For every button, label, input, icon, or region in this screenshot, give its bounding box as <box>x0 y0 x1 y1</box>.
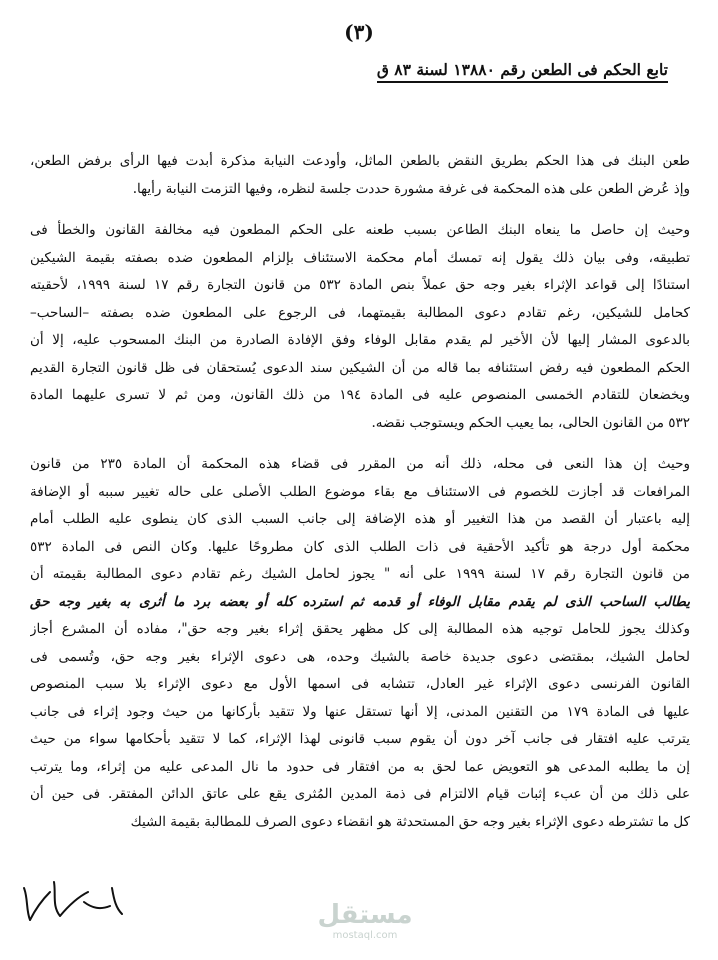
text-line: من قانون التجارة رقم ١٧ لسنة ١٩٩٩ على أنه " يجوز لحامل الشيك رغم تقادم دعوى المطالبة بقيمته أن <box>30 566 690 582</box>
text-line: يطالب الساحب الذى لم يقدم مقابل الوفاء أو قدمه ثم استرده كله أو بعضه برد ما أثرى به بغير وجه حق <box>30 593 690 610</box>
paragraph <box>30 451 690 836</box>
text-line: ويخضعان للتقادم الخمسى المنصوص عليه فى المادة ١٩٤ من ذلك القانون، ومن ثم لا تسرى عليهما المادة <box>30 387 690 403</box>
text-line: تطبيقه، وفى بيان ذلك يقول إنه تمسك أمام محكمة الاستئناف بإلزام المطعون ضده بصفته بقيمة الشيكين <box>30 249 690 266</box>
watermark-logo-text: مستقل <box>317 900 413 930</box>
text-line: طعن البنك فى هذا الحكم بطريق النقض بالطعن الماثل، وأودعت النيابة مذكرة أبدت فيها الرأى برفض الطعن، <box>30 153 690 169</box>
paragraph <box>30 217 690 437</box>
handwritten-signature <box>14 868 134 928</box>
text-line: عليها فى المادة ١٧٩ من التقنين المدنى، إلا أنها تستقل عنها ولا تتقيد بأركانها من حيث وجود إثراء فى جانب <box>30 703 690 720</box>
text-line: محكمة أول درجة هو تأكيد الأحقية فى ذات الطلب الذى كان مطروحًا عليها. وكان النص فى المادة ٥٣٢ <box>30 538 690 555</box>
text-line: على ذلك من أن عبء إثبات قيام الالتزام فى ذمة المدين المُثرى يقع على عاتق الدائن المفتقر. فى حين أن <box>30 786 690 802</box>
text-line: استنادًا إلى قواعد الإثراء بغير وجه حق عملاً بنص المادة ٥٣٢ من قانون التجارة رقم ١٧ لسنة ١٩٩٩، لأحقيته <box>30 277 690 293</box>
text-line: إليه باعتبار أن القصد من هذا التغيير أو هذه الإضافة إلى جانب السبب الذى كان ينطوى عليه الطلب أمام <box>30 511 690 527</box>
page-number: (٣) <box>344 20 374 44</box>
text-line: المرافعات قد أجازت للخصوم فى الاستئناف مع بقاء موضوع الطلب الأصلى على حاله تغيير سببه أو الإضافة <box>30 483 690 500</box>
text-line: وإذ عُرض الطعن على هذه المحكمة فى غرفة مشورة حددت جلسة لنظره، وفيها التزمت النيابة رأيها. <box>132 180 690 197</box>
text-line: إن ما يطلبه المدعى هو التعويض عما لحق به من افتقار فى حدود ما نال المدعى عليه من إثراء، وما يترتب <box>30 758 690 775</box>
text-line: وحيث إن هذا النعى فى محله، ذلك أنه من المقرر فى قضاء هذه المحكمة أن المادة ٢٣٥ من قانون <box>30 456 690 472</box>
text-line: بالدعوى المشار إليها لأن الأخير لم يقدم مقابل الوفاء وفق الإفادة الصادرة من البنك المسحوب عليه، إلا أن <box>30 332 690 348</box>
text-line: وحيث إن حاصل ما ينعاه البنك الطاعن بسبب طعنه على الحكم المطعون فيه مخالفة القانون والخطأ فى <box>30 222 690 238</box>
text-line: وكذلك يجوز للحامل توجيه هذه المطالبة إلى كل مظهر يحقق إثراء بغير وجه حق"، مفاده أن المشرع أجاز <box>30 621 690 637</box>
text-line: القانون الفرنسى دعوى الإثراء غير العادل، تتشابه فى اسمها الأول مع دعوى الإثراء بلا سبب المنصوص <box>30 676 690 692</box>
text-line: ٥٣٢ من القانون الحالى، بما يعيب الحكم ويستوجب نقضه. <box>371 414 690 431</box>
text-line: الحكم المطعون فيه رفض استئنافه بما قاله من أن الشيكين سند الدعوى يُستحقان فى ظل قانون التجارة القديم <box>30 359 690 376</box>
watermark-url: mostaql.com <box>332 930 398 941</box>
mostaql-watermark <box>310 900 420 950</box>
text-line: كل ما تشترطه دعوى الإثراء بغير وجه حق المستحدثة هو انقضاء دعوى الصرف للمطالبة بقيمة الشيك <box>130 813 690 830</box>
text-line: يترتب عليه افتقار فى جانب آخر دون أن يقوم سبب قانونى لهذا الإثراء، كما لا تتقيد بأحكامها سواء من حيث <box>30 731 690 747</box>
text-line: كحامل للشيكين، رغم تقادم دعوى المطالبة بقيمتهما، فى الرجوع على المطعون ضده بصفته –الساحب– <box>30 304 690 321</box>
case-title: تابع الحكم فى الطعن رقم ١٣٨٨٠ لسنة ٨٣ ق <box>377 60 668 83</box>
paragraph <box>30 148 690 203</box>
judgment-body <box>30 148 690 850</box>
text-line: لحامل الشيك، بمقتضى دعوى جديدة خاصة بالشيك وحده، هى دعوى الإثراء بغير وجه حق، وتُسمى فى <box>30 648 690 665</box>
